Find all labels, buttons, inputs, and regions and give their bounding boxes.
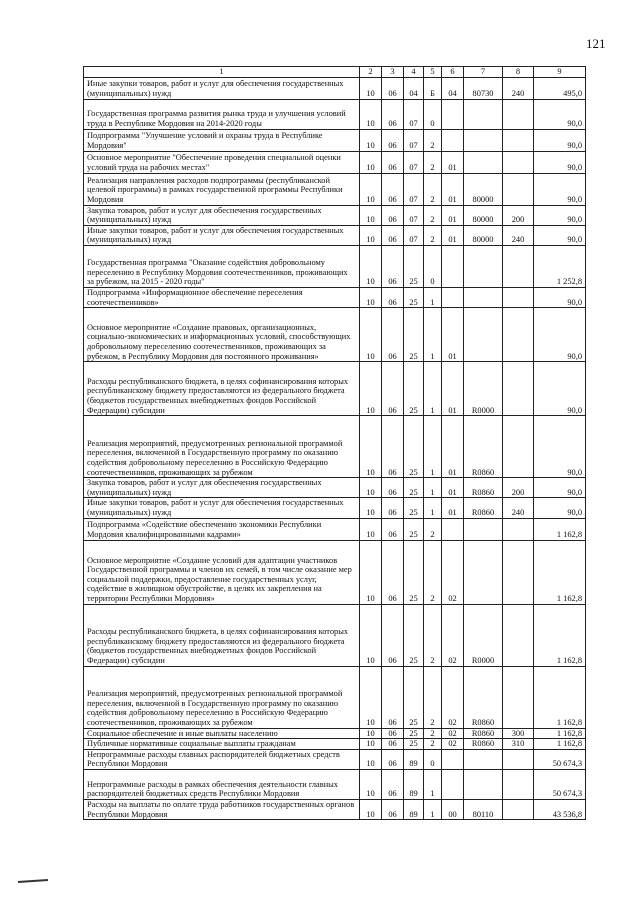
subsection-code-cell: 06 [382,498,404,518]
row-name-cell: Государственная программа "Оказание содействия добровольному переселению в Республику Мордовия соотечественников, проживающих за рубежом, на 2015 - 2020 годы" [84,245,360,287]
direction-code-cell: R0000 [464,604,503,666]
row-name-cell: Реализация мероприятий, предусмотренных региональной программой переселения, включенной в Государственную программу по оказанию содействия добровольному переселению в Российскую Федерацию соотечественников, проживающих за рубежом [84,416,360,478]
amount-cell: 90,0 [534,99,586,129]
subsection-code-cell: 06 [382,769,404,799]
table-row [84,287,586,307]
amount-cell: 1 252,8 [534,245,586,287]
event-code-cell: 01 [442,498,464,518]
direction-code-cell [464,749,503,769]
program-code-cell: 25 [404,518,424,540]
section-code-cell: 10 [360,225,382,245]
table-row [84,498,586,518]
row-name-cell: Реализация направления расходов подпрограммы (республиканской целевой программы) в рамках государственной программы Республики Мордовия [84,173,360,205]
subprogram-code-cell: 2 [424,225,442,245]
section-code-cell: 10 [360,308,382,362]
event-code-cell: 04 [442,77,464,99]
section-code-cell: 10 [360,540,382,604]
row-name-cell: Закупка товаров, работ и услуг для обеспечения государственных (муниципальных) нужд [84,205,360,225]
section-code-cell: 10 [360,478,382,498]
expense-type-code-cell [503,287,534,307]
direction-code-cell: R0860 [464,498,503,518]
amount-cell: 90,0 [534,225,586,245]
expense-type-code-cell [503,604,534,666]
column-header: 1 [84,67,360,78]
program-code-cell: 04 [404,77,424,99]
program-code-cell: 25 [404,728,424,739]
expense-type-code-cell [503,666,534,728]
table-row [84,739,586,750]
event-code-cell: 02 [442,666,464,728]
table-row [84,173,586,205]
section-code-cell: 10 [360,749,382,769]
subsection-code-cell: 06 [382,540,404,604]
section-code-cell: 10 [360,769,382,799]
direction-code-cell [464,308,503,362]
subprogram-code-cell: Б [424,77,442,99]
subprogram-code-cell: 1 [424,478,442,498]
section-code-cell: 10 [360,362,382,416]
event-code-cell [442,287,464,307]
table-row [84,225,586,245]
section-code-cell: 10 [360,416,382,478]
subsection-code-cell: 06 [382,749,404,769]
subsection-code-cell: 06 [382,99,404,129]
section-code-cell: 10 [360,173,382,205]
table-row [84,478,586,498]
amount-cell: 90,0 [534,498,586,518]
event-code-cell: 01 [442,478,464,498]
amount-cell: 90,0 [534,308,586,362]
event-code-cell: 01 [442,362,464,416]
amount-cell: 43 536,8 [534,799,586,819]
subprogram-code-cell: 2 [424,604,442,666]
direction-code-cell: 80000 [464,205,503,225]
table-row [84,749,586,769]
amount-cell: 90,0 [534,478,586,498]
table-row [84,666,586,728]
direction-code-cell [464,518,503,540]
subsection-code-cell: 06 [382,245,404,287]
column-header: 4 [404,67,424,78]
subsection-code-cell: 06 [382,416,404,478]
amount-cell: 1 162,8 [534,666,586,728]
section-code-cell: 10 [360,77,382,99]
row-name-cell: Основное мероприятие «Создание правовых, организационных, социально-экономических и информационных условий, способствующих добровольному переселению соотечественников, проживающих за рубежом, в Республику Мордовия для постоянного проживания» [84,308,360,362]
table-row [84,362,586,416]
section-code-cell: 10 [360,739,382,750]
program-code-cell: 25 [404,308,424,362]
event-code-cell: 01 [442,225,464,245]
event-code-cell: 00 [442,799,464,819]
direction-code-cell: 80000 [464,173,503,205]
subsection-code-cell: 06 [382,151,404,173]
column-header: 3 [382,67,404,78]
expense-type-code-cell [503,416,534,478]
direction-code-cell: 80110 [464,799,503,819]
subprogram-code-cell: 1 [424,308,442,362]
direction-code-cell: 80000 [464,225,503,245]
program-code-cell: 07 [404,151,424,173]
direction-code-cell: R0860 [464,416,503,478]
subprogram-code-cell: 0 [424,749,442,769]
amount-cell: 90,0 [534,129,586,151]
section-code-cell: 10 [360,666,382,728]
subsection-code-cell: 06 [382,604,404,666]
program-code-cell: 07 [404,205,424,225]
amount-cell: 90,0 [534,287,586,307]
section-code-cell: 10 [360,151,382,173]
row-name-cell: Расходы республиканского бюджета, в целях софинансирования которых республиканскому бюджету предоставляются из федерального бюджета (бюджетов государственных внебюджетных фондов Российской Федерации) субсидии [84,604,360,666]
table-row [84,799,586,819]
table-row [84,416,586,478]
amount-cell: 50 674,3 [534,769,586,799]
subsection-code-cell: 06 [382,362,404,416]
direction-code-cell [464,245,503,287]
row-name-cell: Иные закупки товаров, работ и услуг для обеспечения государственных (муниципальных) нужд [84,77,360,99]
subsection-code-cell: 06 [382,728,404,739]
table-body [84,77,586,820]
expense-type-code-cell [503,99,534,129]
amount-cell: 1 162,8 [534,728,586,739]
row-name-cell: Подпрограмма "Улучшение условий и охраны труда в Республике Мордовия" [84,129,360,151]
budget-table [83,66,586,820]
program-code-cell: 07 [404,173,424,205]
subprogram-code-cell: 2 [424,173,442,205]
table-row [84,540,586,604]
table-row [84,604,586,666]
direction-code-cell: R0860 [464,478,503,498]
section-code-cell: 10 [360,728,382,739]
expense-type-code-cell [503,799,534,819]
event-code-cell: 01 [442,173,464,205]
event-code-cell [442,749,464,769]
subsection-code-cell: 06 [382,478,404,498]
subsection-code-cell: 06 [382,205,404,225]
expense-type-code-cell [503,308,534,362]
expense-type-code-cell [503,362,534,416]
expense-type-code-cell [503,245,534,287]
direction-code-cell [464,769,503,799]
amount-cell: 1 162,8 [534,518,586,540]
expense-type-code-cell: 300 [503,728,534,739]
subprogram-code-cell: 2 [424,151,442,173]
subprogram-code-cell: 2 [424,728,442,739]
program-code-cell: 07 [404,225,424,245]
column-header: 9 [534,67,586,78]
table-row [84,308,586,362]
program-code-cell: 89 [404,749,424,769]
row-name-cell: Государственная программа развития рынка труда и улучшения условий труда в Республике Мордовия на 2014-2020 годы [84,99,360,129]
row-name-cell: Иные закупки товаров, работ и услуг для обеспечения государственных (муниципальных) нужд [84,498,360,518]
section-code-cell: 10 [360,799,382,819]
column-header: 8 [503,67,534,78]
subprogram-code-cell: 0 [424,245,442,287]
event-code-cell [442,99,464,129]
table-header-row [84,67,586,78]
program-code-cell: 25 [404,478,424,498]
section-code-cell: 10 [360,245,382,287]
subsection-code-cell: 06 [382,518,404,540]
program-code-cell: 25 [404,739,424,750]
subsection-code-cell: 06 [382,173,404,205]
section-code-cell: 10 [360,287,382,307]
page-number: 121 [586,36,606,51]
subsection-code-cell: 06 [382,129,404,151]
program-code-cell: 25 [404,498,424,518]
section-code-cell: 10 [360,498,382,518]
expense-type-code-cell: 310 [503,739,534,750]
subprogram-code-cell: 1 [424,362,442,416]
row-name-cell: Социальное обеспечение и иные выплаты населению [84,728,360,739]
amount-cell: 90,0 [534,173,586,205]
column-header: 6 [442,67,464,78]
subprogram-code-cell: 2 [424,540,442,604]
table-row [84,151,586,173]
expense-type-code-cell [503,749,534,769]
table-row [84,77,586,99]
subsection-code-cell: 06 [382,225,404,245]
program-code-cell: 25 [404,666,424,728]
event-code-cell: 01 [442,151,464,173]
column-header: 7 [464,67,503,78]
table-row [84,518,586,540]
row-name-cell: Реализация мероприятий, предусмотренных региональной программой переселения, включенной в Государственную программу по оказанию содействия добровольному переселению в Российскую Федерацию соотечественников, проживающих за рубежом [84,666,360,728]
row-name-cell: Подпрограмма «Содействие обеспечению экономики Республики Мордовия квалифицированными кадрами» [84,518,360,540]
direction-code-cell [464,129,503,151]
table-row [84,99,586,129]
subsection-code-cell: 06 [382,287,404,307]
expense-type-code-cell [503,540,534,604]
direction-code-cell: R0860 [464,739,503,750]
program-code-cell: 07 [404,99,424,129]
table-row [84,129,586,151]
expense-type-code-cell [503,151,534,173]
row-name-cell: Расходы республиканского бюджета, в целях софинансирования которых республиканскому бюджету предоставляются из федерального бюджета (бюджетов государственных внебюджетных фондов Российской Федерации) субсидии [84,362,360,416]
program-code-cell: 25 [404,540,424,604]
event-code-cell: 01 [442,416,464,478]
subprogram-code-cell: 2 [424,129,442,151]
expense-type-code-cell: 200 [503,205,534,225]
row-name-cell: Непрограммные расходы в рамках обеспечения деятельности главных распорядителей бюджетных средств Республики Мордовия [84,769,360,799]
table-row [84,728,586,739]
event-code-cell [442,518,464,540]
row-name-cell: Подпрограмма «Информационное обеспечение переселения соотечественников» [84,287,360,307]
expense-type-code-cell [503,769,534,799]
direction-code-cell [464,287,503,307]
subsection-code-cell: 06 [382,799,404,819]
column-header: 2 [360,67,382,78]
scan-mark [18,879,48,883]
section-code-cell: 10 [360,518,382,540]
program-code-cell: 25 [404,362,424,416]
row-name-cell: Непрограммные расходы главных распорядителей бюджетных средств Республики Мордовия [84,749,360,769]
amount-cell: 1 162,8 [534,604,586,666]
direction-code-cell: 80730 [464,77,503,99]
direction-code-cell: R0000 [464,362,503,416]
subprogram-code-cell: 1 [424,799,442,819]
subprogram-code-cell: 2 [424,518,442,540]
expense-type-code-cell [503,518,534,540]
program-code-cell: 89 [404,799,424,819]
direction-code-cell: R0860 [464,728,503,739]
table-row [84,769,586,799]
amount-cell: 90,0 [534,205,586,225]
expense-type-code-cell: 240 [503,77,534,99]
amount-cell: 495,0 [534,77,586,99]
table-row [84,245,586,287]
amount-cell: 90,0 [534,416,586,478]
event-code-cell: 01 [442,205,464,225]
subprogram-code-cell: 0 [424,99,442,129]
row-name-cell: Основное мероприятие «Создание условий для адаптации участников Государственной программы и членов их семей, в том числе оказание мер социальной поддержки, предоставление государственных услуг, содействие в жилищном обустройстве, в целях их закрепления на территории Республики Мордовия» [84,540,360,604]
expense-type-code-cell: 200 [503,478,534,498]
section-code-cell: 10 [360,99,382,129]
direction-code-cell [464,151,503,173]
row-name-cell: Расходы на выплаты по оплате труда работников государственных органов Республики Мордовия [84,799,360,819]
row-name-cell: Публичные нормативные социальные выплаты гражданам [84,739,360,750]
subprogram-code-cell: 1 [424,287,442,307]
program-code-cell: 25 [404,416,424,478]
subprogram-code-cell: 1 [424,416,442,478]
row-name-cell: Основное мероприятие "Обеспечение проведения специальной оценки условий труда на рабочих местах" [84,151,360,173]
event-code-cell: 02 [442,540,464,604]
event-code-cell: 02 [442,728,464,739]
row-name-cell: Закупка товаров, работ и услуг для обеспечения государственных (муниципальных) нужд [84,478,360,498]
amount-cell: 90,0 [534,151,586,173]
section-code-cell: 10 [360,604,382,666]
row-name-cell: Иные закупки товаров, работ и услуг для обеспечения государственных (муниципальных) нужд [84,225,360,245]
subprogram-code-cell: 1 [424,498,442,518]
expense-type-code-cell [503,129,534,151]
direction-code-cell [464,540,503,604]
program-code-cell: 07 [404,129,424,151]
table-row [84,205,586,225]
section-code-cell: 10 [360,205,382,225]
event-code-cell: 02 [442,604,464,666]
subprogram-code-cell: 2 [424,666,442,728]
direction-code-cell: R0860 [464,666,503,728]
subsection-code-cell: 06 [382,666,404,728]
expense-type-code-cell: 240 [503,225,534,245]
subprogram-code-cell: 2 [424,205,442,225]
column-header: 5 [424,67,442,78]
program-code-cell: 89 [404,769,424,799]
subsection-code-cell: 06 [382,308,404,362]
event-code-cell: 02 [442,739,464,750]
subprogram-code-cell: 2 [424,739,442,750]
section-code-cell: 10 [360,129,382,151]
amount-cell: 90,0 [534,362,586,416]
direction-code-cell [464,99,503,129]
subsection-code-cell: 06 [382,77,404,99]
expense-type-code-cell: 240 [503,498,534,518]
amount-cell: 50 674,3 [534,749,586,769]
program-code-cell: 25 [404,604,424,666]
subprogram-code-cell: 1 [424,769,442,799]
event-code-cell [442,129,464,151]
program-code-cell: 25 [404,287,424,307]
expense-type-code-cell [503,173,534,205]
subsection-code-cell: 06 [382,739,404,750]
event-code-cell: 01 [442,308,464,362]
amount-cell: 1 162,8 [534,739,586,750]
event-code-cell [442,245,464,287]
amount-cell: 1 162,8 [534,540,586,604]
program-code-cell: 25 [404,245,424,287]
event-code-cell [442,769,464,799]
